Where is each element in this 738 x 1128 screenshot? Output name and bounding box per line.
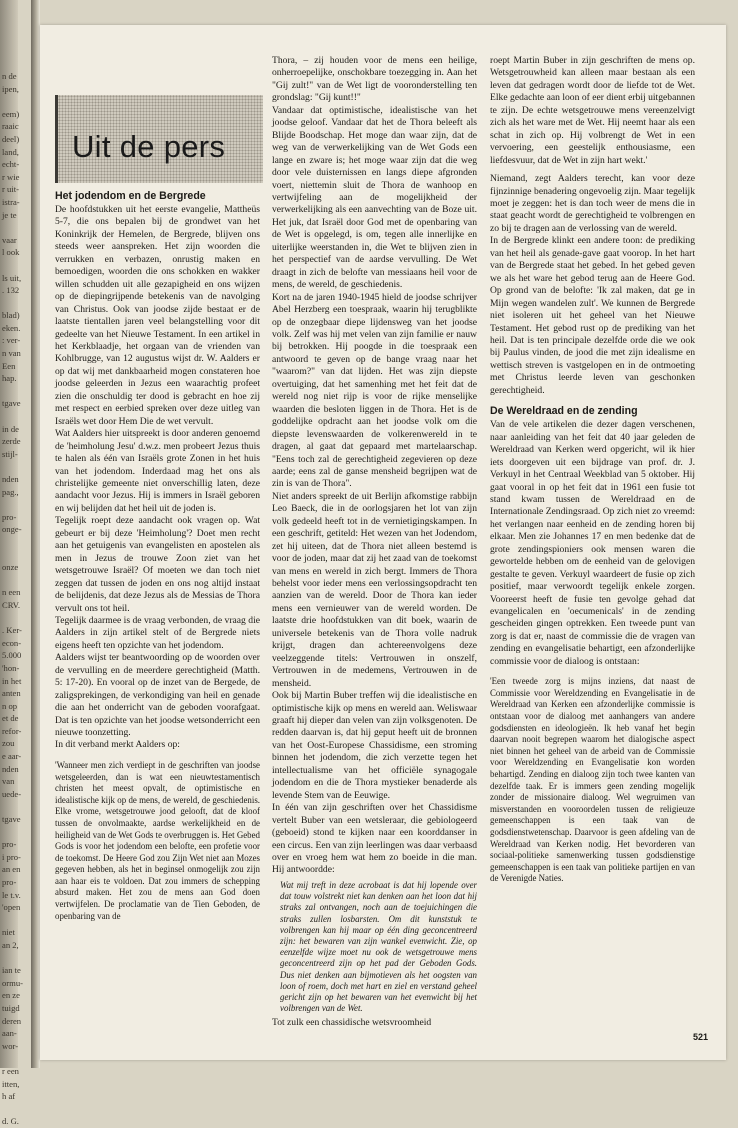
- margin-fragment: an 2,: [2, 939, 19, 950]
- paragraph: Kort na de jaren 1940-1945 hield de joodse schrijver Abel Herzberg een toespraak, waarin hij terugblikte op de onzegbaar diepe lijdensweg van het joodse volk. Zelf was hij met velen van zijn familie er nauw bij betrokken. Hij poogde in die toespraak een antwoord te geven op de bange vraag naar het "waarom?" van dat lijden. Het was zijn diepste overtuiging, dat het samenhing met het feit dat de wereld nog niet rijp is voor de rijke menselijke waarden die besloten liggen in de Thora. Het is de goddelijke opdracht aan het joodse volk om die diepste levenswaarden de volkerenwereld in te dragen, al gaat dat gepaard met martelaarschap. "Eens toch zal de gerechtigheid zegevieren op deze aarde; eens zal de ganse mensheid begrijpen wat de zin is van de Thora".: [272, 291, 477, 490]
- column-2: [272, 55, 477, 1055]
- paragraph: In één van zijn geschriften over het Chassidisme vertelt Buber van een wetsleraar, die gebiologeerd (geboeid) stond te kijken naar een koorddanser in een circus. Een van zijn leerlingen was daar verbaasd over en vroeg hem wat hem zo boeide in die man. Hij antwoordde:: [272, 802, 477, 876]
- paragraph: Tot zulk een chassidische wetsvroomheid: [272, 1017, 432, 1029]
- margin-fragment: in het: [2, 675, 22, 686]
- margin-fragment: 'hon-: [2, 662, 20, 673]
- facing-page-fragment: [0, 70, 32, 1127]
- margin-fragment: deel): [2, 133, 20, 144]
- margin-fragment: zerde: [2, 436, 21, 447]
- paragraph: Vandaar dat optimistische, idealistische van het joodse geloof. Vandaar dat het de Thora beleeft als Blijde Boodschap. Het moge dan waar zijn, dat de weg van de verwerkelijking van de Wet Gods een lange en zware is; het moge waar zijn dat die weg door vele duisternissen en langs diepe afgronden voert, niettemin sluit de Thora de wanhoop en vertwijfeling aan de mogelijkheid der verwerkelijking als een aanvechting van de Boze uit. Het juk, dat Israël door God met de openbaring van de Wet is opgelegd, is om, tegen alle innerlijke en uiterlijke weerstanden in, die Wet te blijven zien in het perspectief van de aardse vervulling. De Wet draagt in zich de belofte van messiaans heil voor de mens, de wereld, de geschiedenis.: [272, 104, 477, 291]
- margin-fragment: CRV.: [2, 599, 21, 610]
- margin-fragment: ipen,: [2, 83, 19, 94]
- margin-fragment: itten,: [2, 1078, 20, 1089]
- margin-fragment: n de: [2, 71, 17, 81]
- margin-fragment: tuigd: [2, 1002, 20, 1013]
- margin-fragment: econ-: [2, 637, 22, 648]
- margin-fragment: tgave: [2, 398, 21, 409]
- margin-fragment: [2, 385, 32, 398]
- paragraph: roept Martin Buber in zijn geschriften de mens op. Wetsgetrouwheid kan alleen maar bestaan als een leven dat gedragen wordt door de liefde tot de Wet. Elke gedachte aan loon of eer dient erbij uitgebannen te zijn. De echte wetsgetrouwe mens vereenzelvigt zich als het ware met de Wet. Hij neemt haar als een schat in zich op. Hij volbrengt de Wet in een vervoering, een geestelijk enthousiasme, een liefdesvuur, dat de Wet in zijn hart wekt.': [490, 55, 695, 166]
- margin-fragment: van: [2, 776, 15, 787]
- paragraph: Niet anders spreekt de uit Berlijn afkomstige rabbijn Leo Baeck, die in de oorlogsjaren het lot van zijn volk gedeeld heeft tot in de vernietigingskampen. In een geschrift, getiteld: Het wezen van het Jodendom, zet hij uiteen, dat de Thora niet alleen bestemd is voor de joden, maar dat zij het zaad van de toekomst van mens en wereld in zich bergt. Immers de Thora behelst voor ieder mens een verlossingsopdracht ten aanzien van de wereld. Door de Thora kan ieder mens een vernieuwer van de wereld worden. De laatste drie hoofdstukken van dit boek, waarin de universele betekenis van de Thora volle nadruk krijgt, dragen dan achtereenvolgens deze veelzeggende titels: Vertrouwen in onszelf, Vertrouwen in de medemens, Vertrouwen in de mensheid.: [272, 490, 477, 689]
- margin-fragment: onge-: [2, 524, 22, 535]
- margin-fragment: uede-: [2, 788, 22, 799]
- margin-fragment: n een: [2, 587, 21, 598]
- margin-fragment: nden: [2, 763, 19, 774]
- margin-fragment: anten: [2, 688, 21, 699]
- margin-fragment: ormu-: [2, 977, 24, 988]
- paragraph: Wat Aalders hier uitspreekt is door anderen genoemd de 'heimholung Jesu' d.w.z. men probeert Jezus thuis te halen als één van Israëls grote Zonen in het huis van het jodendom. Inderdaad mag het ons als christelijke gemeente niet onverschillig laten, deze aandacht voor Jezus. Hij is immers in Israël geboren en wij belijden dat het heil uit de joden is.: [55, 428, 260, 514]
- margin-fragment: zou: [2, 738, 15, 749]
- margin-fragment: raaic: [2, 121, 19, 132]
- margin-fragment: [2, 914, 32, 927]
- paragraph: Thora, – zij houden voor de mens een heilige, onherroepelijke, onschokbare toezegging in. Aan het "Gij zult!" van de Wet ligt de vooronderstelling ten grondslag: "Gij kunt!!": [272, 55, 477, 104]
- margin-fragment: d. G.: [2, 1116, 19, 1127]
- margin-fragment: [2, 549, 32, 562]
- margin-fragment: land,: [2, 146, 19, 157]
- margin-fragment: istra-: [2, 196, 20, 207]
- margin-fragment: . 132: [2, 285, 20, 296]
- margin-fragment: vaar: [2, 234, 17, 245]
- margin-fragment: wor-: [2, 1040, 19, 1051]
- margin-fragment: r een: [2, 1065, 19, 1076]
- article-heading-wereldraad: De Wereldraad en de zending: [490, 405, 638, 418]
- margin-fragment: ls uit,: [2, 272, 22, 283]
- margin-fragment: . Ker-: [2, 625, 22, 636]
- margin-fragment: je te: [2, 209, 17, 220]
- margin-fragment: an en: [2, 864, 21, 875]
- margin-fragment: refor-: [2, 725, 22, 736]
- margin-fragment: i pro-: [2, 851, 21, 862]
- margin-fragment: eken.: [2, 322, 21, 333]
- margin-fragment: e aar-: [2, 751, 22, 762]
- margin-fragment: niet: [2, 927, 15, 938]
- paragraph: Aalders wijst ter beantwoording op de woorden over de vervulling en de meerdere gerechtigheid (Matth. 5: 17-20). En vooral op de inzet van de Bergede, de zaligsprekingen, de verkondiging van heil en genade die aan het onderricht van de geboden voorafgaat. Dat is ten opzichte van het joodse wetsonderricht een nieuwe toonzetting.: [55, 652, 260, 739]
- margin-fragment: : ver-: [2, 335, 21, 346]
- page-number: 521: [692, 1032, 708, 1042]
- margin-fragment: [2, 460, 32, 473]
- margin-fragment: r wie: [2, 171, 20, 182]
- paragraph: Niemand, zegt Aalders terecht, kan voor deze fijnzinnige benadering ongevoelig zijn. Maar tegelijk moet je zeggen: het is dan toch weer de mens die in staat geacht wordt de gerechtigheid te volbrengen en zo bij te dragen aan de verlossing van de wereld.: [490, 173, 695, 234]
- margin-fragment: et de: [2, 713, 19, 724]
- margin-fragment: ian te: [2, 965, 21, 976]
- margin-fragment: [2, 536, 32, 549]
- column-3: [490, 55, 695, 1055]
- margin-fragment: [2, 95, 32, 108]
- margin-fragment: [2, 1103, 32, 1116]
- section-banner: [55, 95, 263, 183]
- article-heading-jodendom: Het jodendom en de Bergrede: [55, 190, 206, 202]
- margin-fragment: [2, 800, 32, 813]
- margin-fragment: pro-: [2, 839, 17, 850]
- margin-fragment: le t.v.: [2, 889, 21, 900]
- paragraph: Tegelijk daarmee is de vraag verbonden, de vraag die Aalders in zijn artikel stelt of de Bergrede niets eigens heeft ten opzichte van het jodendom.: [55, 614, 260, 651]
- paragraph: In dit verband merkt Aalders op:: [55, 739, 180, 751]
- block-quote: 'Wanneer men zich verdiept in de geschriften van joodse wetsgeleerden, dan is wat een nieuwtestamentisch christen het meest opvalt, de optimistische en idealistische kijk op de mens, de wereld, de geschiedenis. Elke vrome, wetsgetrouwe jood gelooft, dat de kloof tussen de onvolmaakte, aardse werkelijkheid en de heiligheid van de Wet Gods te overbruggen is. Het Gebed Gods is voor het jodendom een belofte, een profetie voor de toekomst. De Heere God zou Zijn Wet niet aan Mozes gegeven hebben, als het in beginsel onmogelijk zou zijn aan haar eis te voldoen. Dat zou immers de schepping absurd maken. Het zou de mens aan God doen vertwijfelen. De proclamatie van de Tien Geboden, de openbaring van de: [55, 759, 260, 921]
- block-quote: 'Een tweede zorg is mijns inziens, dat naast de Commissie voor Wereldzending en Evangelisatie in de Wereldraad van Kerken een afzonderlijke commissie is ontstaan voor de dialoog met aanhangers van andere godsdiensten en ideologieën. Ik heb vanaf het begin daarvan nooit begrepen waarom het dialogische aspect niet binnen het geheel van de arbeid van de Commissie voor Wereldzending en Evangelisatie kon worden behartigd. Zending en dialoog zijn toch twee kanten van dezelfde taak. Er is immers geen zending mogelijk zonder de missionaire dialoog. Wel wegruimen van misverstanden en vooroordelen tussen de religieuze gemeenschappen is een taak van de godsdienstwetenschap. Daarvoor is geen afdeling van de Wereldraad van Kerken nodig. Het bevorderen van sociaal-politieke samenwerking tussen godsdienstige gemeenschappen is een taak van politieke partijen en van de Verenigde Naties.: [490, 676, 695, 884]
- margin-fragment: in de: [2, 423, 19, 434]
- margin-fragment: [2, 1052, 32, 1065]
- paragraph: Ook bij Martin Buber treffen wij die idealistische en optimistische kijk op mens en wereld aan. Weliswaar graaft hij dieper dan velen van zijn volksgenoten. De redden daarvan is, dat hij geput heeft uit de bronnen van het Oost-Europese Chassidisme, een stroming binnen het jodendom, die zich verzette tegen het intellectualisme van het officiële synagogale jodendom en die de Thora mystieker benaderde als levende Stem van de Eeuwige.: [272, 690, 477, 801]
- margin-fragment: blad): [2, 310, 20, 321]
- margin-fragment: [2, 498, 32, 511]
- column-1: [55, 190, 260, 1040]
- margin-fragment: aan-: [2, 1028, 17, 1039]
- margin-fragment: n op: [2, 700, 18, 711]
- margin-fragment: pro-: [2, 877, 17, 887]
- margin-fragment: tgave: [2, 814, 21, 825]
- margin-fragment: 5.000: [2, 650, 22, 661]
- paragraph: Tegelijk roept deze aandacht ook vragen op. Wat gebeurt er bij deze 'Heimholung'? Doet men recht aan het getuigenis van evangelisten en apostelen als men in Jezus de trouwe Zoon ziet van het wetsgetrouwe Israël? Of moeten we dan toch niet zeggen dat tussen de joden en ons nog altijd instaat de belijdenis, dat deze Jezus als de Messias de Thora vervult ons tot heil.: [55, 515, 260, 614]
- paragraph: Van de vele artikelen die dezer dagen verschenen, naar aanleiding van het feit dat 40 jaar geleden de Wereldraad van Kerken werd opgericht, wil ik hier iets doorgeven uit een bijdrage van prof. dr. J. Verkuyl in het Centraal Weekblad van 5 oktober. Hij gaat vooral in op het feit dat in 1961 een fusie tot stand kwam tussen de Wereldraad en de Internationale Zendingsraad. Op zich niet zo vreemd: het verlangen naar eenheid en de zending horen bij elkaar. Men zie Johannes 17 en men bedenke dat de grote zendingspioniers ook mensen waren die gewortelde hebben om de eenheid van de gelovigen gestalte te geven. Verkuyl waardeert de fusie op zich positief, maar verwoordt tegelijk enkele zorgen. Vooreerst heeft de fusie ten gevolge gehad dat evangelicalen en 'oecumenicals' in de zending gescheiden gingen optrekken. Een tweede punt van zorg is dat er, naast de commissie die de vragen van zending en evangelisatie behartigt, een afzonderlijke commissie voor de dialoog is ontstaan:: [490, 419, 695, 667]
- margin-fragment: [2, 221, 32, 234]
- margin-fragment: stijl-: [2, 448, 18, 459]
- margin-fragment: Een: [2, 360, 16, 371]
- margin-fragment: 'open: [2, 902, 21, 913]
- margin-fragment: eem): [2, 108, 20, 119]
- margin-fragment: [2, 410, 32, 423]
- margin-fragment: r uit-: [2, 184, 19, 195]
- margin-fragment: [2, 574, 32, 587]
- margin-fragment: l ook: [2, 247, 20, 258]
- section-title: Uit de pers: [72, 129, 226, 164]
- book-spine: [31, 0, 40, 1068]
- margin-fragment: onze: [2, 562, 19, 573]
- margin-fragment: deren: [2, 1015, 22, 1026]
- margin-fragment: [2, 297, 32, 310]
- margin-fragment: echt-: [2, 159, 20, 170]
- italic-quote: Wat mij treft in deze acrobaat is dat hij lopende over dat touw volstrekt niet kan denken aan het loon dat hij straks zal ontvangen, noch aan de toejuichingen die straks zullen losbarsten. Om dit kunststuk te volbrengen kan hij maar op één ding geconcentreerd zijn: het bewaren van zijn wankel evenwicht. Zie, op eenzelfde wijze moet nu ook de wetsgetrouwe mens geconcentreerd zijn op het pad der Geboden Gods. Dus niet denken aan bijmotieven als het oogsten van loon of roem, doch met hart en ziel en verstand geheel gericht zijn op het bewaren van het evenwicht bij het volbrengen van de Wet.: [280, 879, 477, 1014]
- margin-fragment: [2, 612, 32, 625]
- margin-fragment: hap.: [2, 373, 17, 384]
- margin-fragment: pro-: [2, 511, 17, 522]
- margin-fragment: [2, 826, 32, 839]
- paragraph: De hoofdstukken uit het eerste evangelie, Mattheüs 5-7, die ons bepalen bij de grondwet van het Koninkrijk der Hemelen, de Bergrede, blijven ons steeds weer aanspreken. Het zijn woorden die verrukken en verbazen, onrustig maken en bemoedigen, woorden die ons schokken en wakker willen schudden uit alle gezapigheid en ons wijzen op de diepingrijpende betekenis van de navolging van Christus. Ook van joodse zijde bestaat er de laatste tientallen jaren veel belangstelling voor dit gedeelte van het Nieuwe Testament. In een artikel in het Kerkblaadje, het orgaan van de vrienden van Kohlbrugge, van 12 augustus wijst dr. W. Aalders er op dat wij met dankbaarheid mogen constateren hoe joodse geleerden in Jezus een waarachtig profeet zien die onschuldig ter dood is gebracht en hoe zij met respect en eerbied spreken over deze uitleg van Israëls wet door Hem Die de wet vervult.: [55, 204, 260, 427]
- margin-fragment: nden: [2, 474, 19, 484]
- margin-fragment: n van: [2, 348, 21, 359]
- margin-fragment: pag.,: [2, 486, 19, 497]
- margin-fragment: h af: [2, 1091, 16, 1102]
- magazine-page: [40, 25, 726, 1060]
- paragraph: In de Bergrede klinkt een andere toon: de prediking van het heil als genade-gave gaat voorop. In het hart van de Bergrede staat het gebed. In het gebed geven we als het ware het gebod terug aan de Heere God. Op grond van de belofte: 'Ik zal maken, dat ge in Mijn wegen wandelen zult'. We kunnen de Bergrede niet isoleren uit het geheel van het Nieuwe Testament. Het gebod rust op de prediking van het heil. Dat is ten principale dezelfde orde die we ook bij Paulus vinden, de jood die met zijn idealisme en wettisch streven is vastgelopen en in de ontmoeting met Christus leerde leven van geschonken gerechtigheid.: [490, 235, 695, 396]
- margin-fragment: [2, 952, 32, 965]
- margin-fragment: en ze: [2, 990, 20, 1001]
- margin-fragment: [2, 259, 32, 272]
